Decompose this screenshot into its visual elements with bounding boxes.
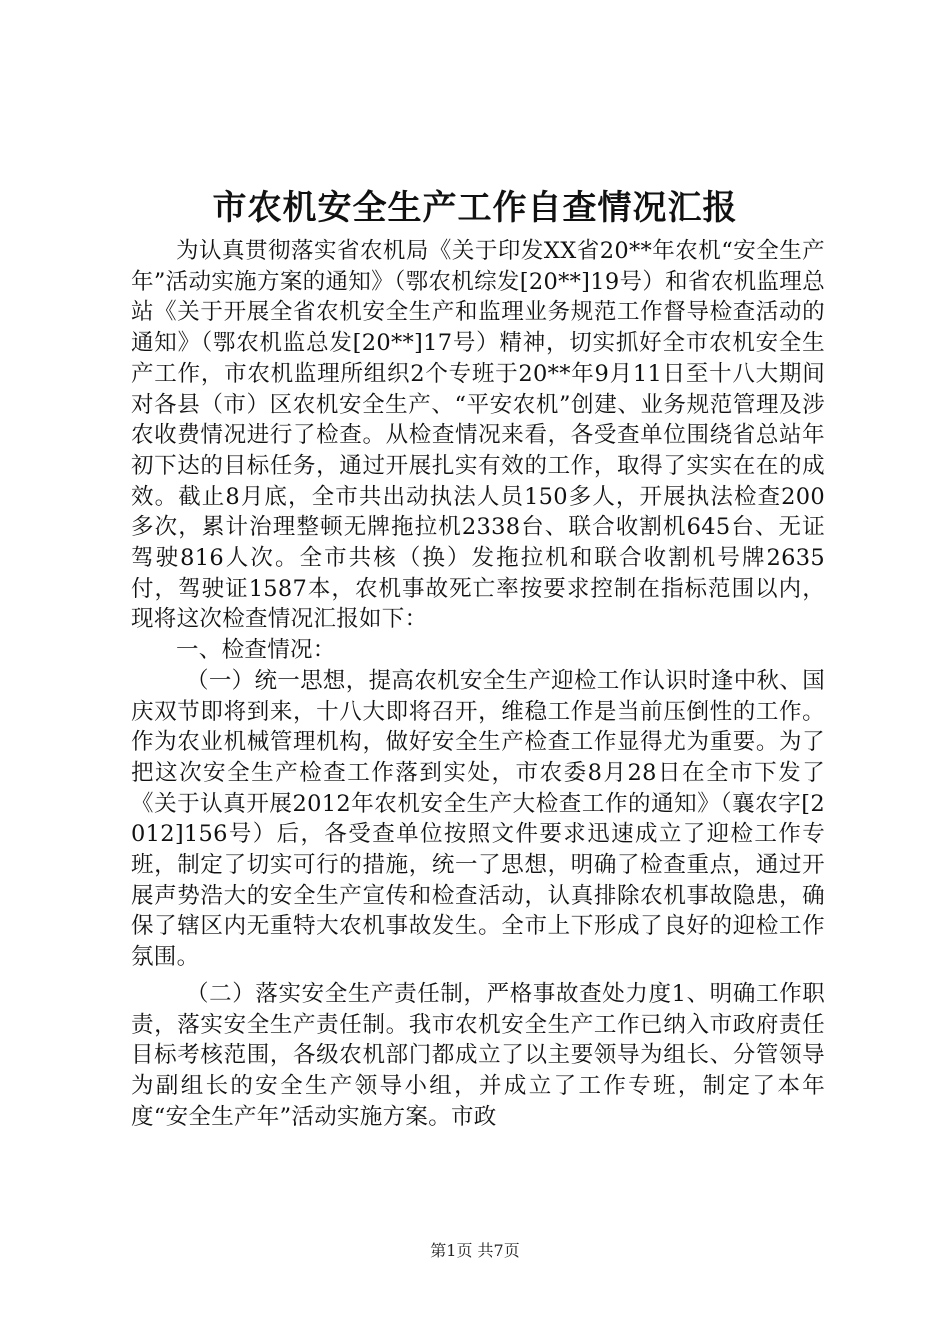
subsection-paragraph-2: （二）落实安全生产责任制，严格事故查处力度1、明确工作职责，落实安全生产责任制。我市农机安全生产工作已纳入市政府责任目标考核范围，各级农机部门都成立了以主要领导为组长、分管领导为副组长的安全生产领导小组，并成立了工作专班，制定了本年度“安全生产年”活动实施方案。市政 xyxy=(131,980,825,1130)
intro-paragraph: 为认真贯彻落实省农机局《关于印发XX省20**年农机“安全生产年”活动实施方案的通知》（鄂农机综发[20**]19号）和省农机监理总站《关于开展全省农机安全生产和监理业务规范工作督导检查活动的通知》（鄂农机监总发[20**]17号）精神，切实抓好全市农机安全生产工作，市农机监理所组织2个专班于20**年9月11日至十八大期间对各县（市）区农机安全生产、“平安农机”创建、业务规范管理及涉农收费情况进行了检查。从检查情况来看，各受查单位围绕省总站年初下达的目标任务，通过开展扎实有效的工作，取得了实实在在的成效。截止8月底，全市共出动执法人员150多人，开展执法检查200多次，累计治理整顿无牌拖拉机2338台、联合收割机645台、无证驾驶816人次。全市共核（换）发拖拉机和联合收割机号牌2635付，驾驶证1587本，农机事故死亡率按要求控制在指标范围以内，现将这次检查情况汇报如下： xyxy=(131,238,825,633)
subsection-paragraph-1: （一）统一思想，提高农机安全生产迎检工作认识时逢中秋、国庆双节即将到来，十八大即将召开，维稳工作是当前压倒性的工作。作为农业机械管理机构，做好安全生产检查工作显得尤为重要。为了把这次安全生产检查工作落到实处，市农委8月28日在全市下发了《关于认真开展2012年农机安全生产大检查工作的通知》（襄农字[2012]156号）后，各受查单位按照文件要求迅速成立了迎检工作专班，制定了切实可行的措施，统一了思想，明确了检查重点，通过开展声势浩大的安全生产宣传和检查活动，认真排除农机事故隐患，确保了辖区内无重特大农机事故发生。全市上下形成了良好的迎检工作氛围。 xyxy=(131,667,825,971)
section-heading-inspection: 一、检查情况： xyxy=(176,637,336,664)
document-body xyxy=(131,236,825,1132)
page-number-footer: 第1页 共7页 xyxy=(430,1241,520,1260)
document-title: 市农机安全生产工作自查情况汇报 xyxy=(212,188,738,228)
